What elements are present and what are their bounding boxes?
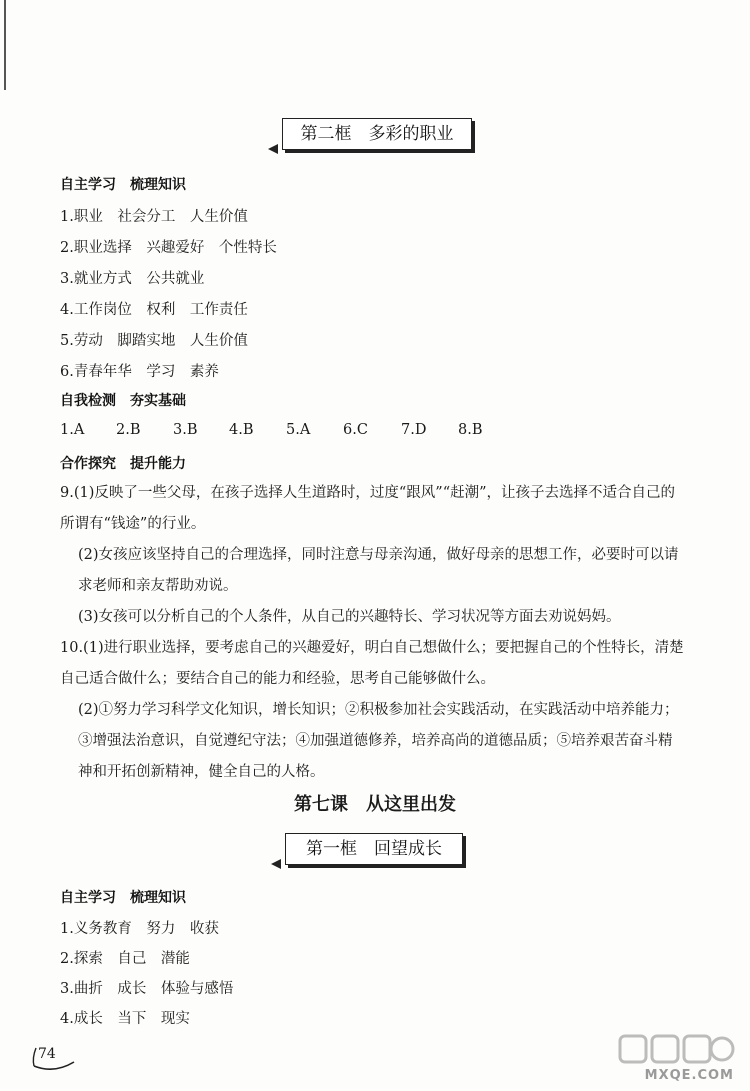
answer-item: 8.B xyxy=(458,422,483,438)
frame-title: 第二框 多彩的职业 xyxy=(300,124,454,144)
study-item: 3.曲折 成长 体验与感悟 xyxy=(60,981,234,997)
question-9-part-1: 9.(1)反映了一些父母，在孩子选择人生道路时，过度“跟风”“赶潮”，让孩子去选择不适合自己的所谓有“钱途”的行业。 xyxy=(60,485,676,532)
frame-title-banner xyxy=(271,833,463,867)
study-item: 4.成长 当下 现实 xyxy=(60,1011,190,1027)
question-10-part-2: (2)①努力学习科学文化知识，增长知识；②积极参加社会实践活动，在实践活动中培养能力；③增强法治意识，自觉遵纪守法；④加强道德修养，培养高尚的道德品质；⑤培养艰苦奋斗精神和开拓创新精神，健全自己的人格。 xyxy=(78,702,679,780)
answer-item: 6.C xyxy=(343,422,368,438)
study-item: 2.职业选择 兴趣爱好 个性特长 xyxy=(60,240,277,256)
answer-item: 1.A xyxy=(60,422,85,438)
study-item: 1.义务教育 努力 收获 xyxy=(60,921,219,937)
frame-title: 第一框 回望成长 xyxy=(306,839,442,859)
question-10-part-1: 10.(1)进行职业选择，要考虑自己的兴趣爱好，明白自己想做什么；要把握自己的个性特长，清楚自己适合做什么；要结合自己的能力和经验，思考自己能够做什么。 xyxy=(60,640,684,687)
page-number: 74 xyxy=(38,1046,56,1062)
study-item: 2.探索 自己 潜能 xyxy=(60,951,190,967)
watermark-text: MXQE.COM xyxy=(644,1068,734,1083)
study-item: 5.劳动 脚踏实地 人生价值 xyxy=(60,333,248,349)
answer-item: 5.A xyxy=(286,422,311,438)
frame-title-box xyxy=(285,833,463,865)
frame-title-box xyxy=(282,118,472,150)
answer-item: 4.B xyxy=(229,422,254,438)
binding-edge-line xyxy=(4,0,6,90)
question-9-part-3: (3)女孩可以分析自己的个人条件，从自己的兴趣特长、学习状况等方面去劝说妈妈。 xyxy=(78,609,621,625)
section-heading-check: 自我检测 夯实基础 xyxy=(60,393,186,409)
answer-item: 7.D xyxy=(401,422,427,438)
answer-item: 3.B xyxy=(173,422,198,438)
study-item: 4.工作岗位 权利 工作责任 xyxy=(60,302,248,318)
section-heading-explore: 合作探究 提升能力 xyxy=(60,456,186,472)
answer-row xyxy=(60,422,500,442)
answer-item: 2.B xyxy=(116,422,141,438)
study-item: 6.青春年华 学习 素养 xyxy=(60,364,219,380)
study-item: 3.就业方式 公共就业 xyxy=(60,271,205,287)
lesson-title: 第七课 从这里出发 xyxy=(294,794,456,815)
frame-title-banner xyxy=(268,118,472,152)
question-9-part-2: (2)女孩应该坚持自己的合理选择，同时注意与母亲沟通，做好母亲的思想工作，必要时可以请求老师和亲友帮助劝说。 xyxy=(78,547,679,594)
section-heading-study: 自主学习 梳理知识 xyxy=(60,890,186,906)
section-heading-study: 自主学习 梳理知识 xyxy=(60,177,186,193)
study-item: 1.职业 社会分工 人生价值 xyxy=(60,209,248,225)
